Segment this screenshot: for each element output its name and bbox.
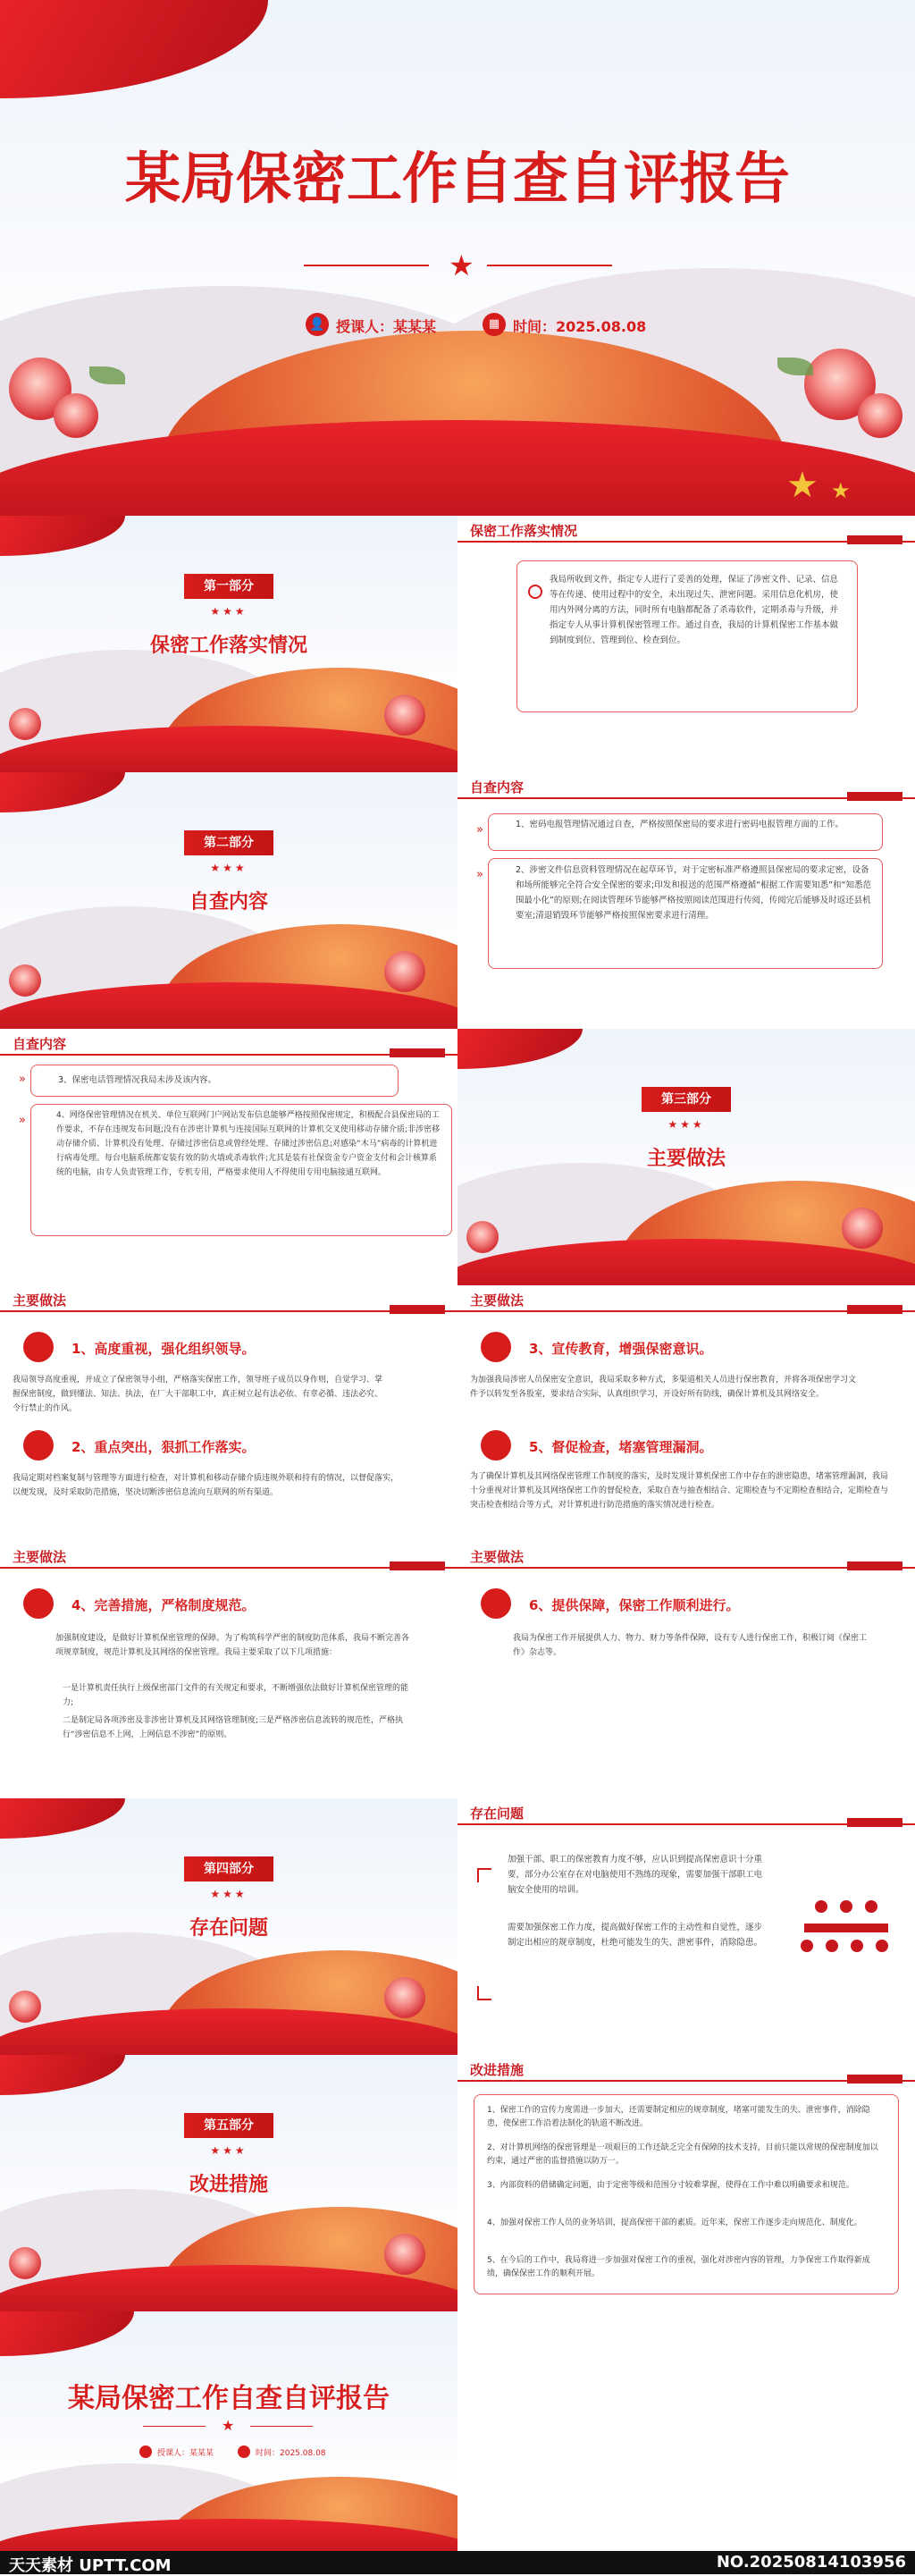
content-slide-zuofa-1a xyxy=(0,1285,458,1542)
item-title: 4、完善措施，严格制度规范。 xyxy=(71,1597,256,1613)
section-slide-5 xyxy=(0,2055,458,2311)
pin-icon xyxy=(528,585,542,599)
leader-icon xyxy=(23,1588,54,1619)
corner-bracket xyxy=(477,1868,491,1882)
section-title: 改进措施 xyxy=(189,2174,268,2196)
section-badge: 第一部分 xyxy=(184,574,273,599)
item-title: 1、高度重视，强化组织领导。 xyxy=(71,1341,256,1357)
title-divider xyxy=(304,265,429,266)
item-title: 2、重点突出，狠抓工作落实。 xyxy=(71,1439,256,1455)
item-text: 加强制度建设，是做好计算机保密管理的保障。为了构筑科学严密的制度防范体系，我局不断完善各项规章制度，规范计算机及其网络的保密管理。我局主要采取了以下几项措施： xyxy=(55,1634,410,1657)
content-box xyxy=(476,858,883,969)
section-stars: ★★★ xyxy=(210,1888,248,1900)
bullet-text: 加强干部、职工的保密教育力度不够，应认识到提高保密意识十分重要，部分办公室存在对电脑使用不熟练的现象，需要加强干部职工电脑安全使用的培训。 xyxy=(508,1855,763,1895)
calendar-icon: ▦ xyxy=(483,313,506,336)
slide-header: 主要做法 xyxy=(470,1292,525,1309)
section-title: 主要做法 xyxy=(646,1148,726,1170)
content-box xyxy=(19,1065,399,1097)
section-title: 自查内容 xyxy=(189,891,268,913)
slide-header: 存在问题 xyxy=(470,1806,525,1822)
content-slide-zuofa-2b xyxy=(458,1542,915,1798)
content-slide-gaijin xyxy=(458,2055,915,2311)
item-text: 为了确保计算机及其网络保密管理工作制度的落实，及时发现计算机保密工作中存在的泄密隐患，堵塞管理漏洞，我局十分重视对计算机及其网络保密工作的督促检查，采取自查与抽查相结合、定期检查与不定期检查相结合，定期检查与突击检查相结合等方式，对计算机进行防范措施的落实情况进行检查。 xyxy=(470,1472,889,1510)
item-text: 4、网络保密管理情况在机关、单位互联网门户网站发布信息能够严格按照保密规定，积极配合县保密局的工作要求，不存在违规发布问题;没有在涉密计算机与连接国际互联网的计算机交叉使用移动存储介质;非涉密移动存储介质、计算机没有处理、存储过涉密信息或曾经处理、存储过涉密信息;对感染“木马”病毒的计算机进行病毒处理。每台电脑系统都安装有效的防火墙或杀毒软件;尤其是装有社保资金专户资金支付和会计核算系统的电脑，由专人负责管理工作，专机专用，严格要求使用人不得使用专用电脑接通互联网。 xyxy=(56,1111,441,1177)
list-item: 5、在今后的工作中，我局将进一步加强对保密工作的重视，强化对涉密内容的管理，力争保密工作取得新成绩，确保保密工作的顺利开展。 xyxy=(487,2256,870,2278)
end-title: 某局保密工作自查自评报告 xyxy=(68,2383,390,2414)
leader-icon xyxy=(481,1588,511,1619)
item-text: 为加强我局涉密人员保密安全意识，我局采取多种方式，多渠道相关人员进行保密教育，并将各项保密学习文件予以转发至各股室，要求结合实际，认真组织学习，开设好所有防线，确保计算机及其网络安全。 xyxy=(470,1376,857,1399)
content-box xyxy=(476,813,883,851)
list-item: 3、内部资料的借储确定问题，由于定密等级和范围分寸较难掌握，使得在工作中难以明确要求和规范。 xyxy=(487,2181,854,2190)
section-stars: ★★★ xyxy=(210,2144,248,2157)
arrow-icon: » xyxy=(476,823,483,837)
section-title: 保密工作落实情况 xyxy=(149,635,307,657)
time-label: 时间：2025.08.08 xyxy=(256,2449,326,2458)
section-slide-1 xyxy=(0,516,458,772)
item-text: 我局定期对档案复制与管理等方面进行检查，对计算机和移动存储介质违规外联和持有的情况，以督促落实，以便发现，及时采取防范措施，坚决切断涉密信息流向互联网的所有渠道。 xyxy=(13,1474,399,1497)
cover-slide: ★ ★ 某局保密工作自查自评报告 ★ 👤 授课人：某某某 ▦ 时间：2025.08.08 xyxy=(0,0,915,516)
content-box xyxy=(474,2094,899,2294)
item-text: 我局领导高度重视，并成立了保密领导小组，严格落实保密工作，领导班子成员以身作则，自觉学习、掌握保密制度，做到懂法、知法、执法，在厂大干部职工中，真正树立起有法必依、有章必循、违法必究、令行禁止的作风。 xyxy=(13,1376,383,1413)
arrow-icon: » xyxy=(19,1073,26,1086)
lecturer-icon xyxy=(139,2446,152,2458)
item-title: 6、提供保障，保密工作顺利进行。 xyxy=(529,1597,740,1613)
list-item: 4、加强对保密工作人员的业务培训，提高保密干部的素质。近年来，保密工作逐步走向规范化、制度化。 xyxy=(487,2218,862,2227)
lecturer-label: 授课人：某某某 xyxy=(157,2449,214,2458)
arrow-icon: » xyxy=(476,868,483,881)
list-item: 1、保密工作的宣传力度需进一步加大，还需要制定相应的规章制度，堵塞可能发生的失、泄密事件，消除隐患，使保密工作沿着法制化的轨道不断改进。 xyxy=(487,2106,870,2128)
slide-header: 主要做法 xyxy=(470,1549,525,1565)
item-text: 1、密码电报管理情况通过自查，严格按照保密局的要求进行密码电报管理方面的工作。 xyxy=(516,820,844,829)
section-stars: ★★★ xyxy=(667,1118,705,1131)
section-badge: 第二部分 xyxy=(184,830,273,855)
watermark-bar xyxy=(0,2551,915,2574)
slide-header: 主要做法 xyxy=(13,1292,67,1309)
content-slide-wenti xyxy=(458,1798,915,2055)
item-title: 3、宣传教育，增强保密意识。 xyxy=(529,1341,713,1357)
corner-bracket xyxy=(477,1986,491,2000)
section-stars: ★★★ xyxy=(210,605,248,618)
slide-header: 自查内容 xyxy=(470,779,525,796)
bullet-text: 需要加强保密工作力度，提高做好保密工作的主动性和自觉性，逐步制定出相应的规章制度，杜绝可能发生的失、泄密事件，消除隐患。 xyxy=(508,1923,763,1948)
content-slide-luoshi xyxy=(458,516,915,772)
section-slide-3 xyxy=(458,1029,915,1285)
slide-header: 主要做法 xyxy=(13,1549,67,1565)
section-badge: 第五部分 xyxy=(184,2113,273,2138)
watermark-left: 天天素材 UPTT.COM xyxy=(9,2556,172,2575)
title-divider-star: ★ xyxy=(449,248,474,282)
section-title: 存在问题 xyxy=(189,1917,268,1940)
section-badge: 第三部分 xyxy=(642,1087,731,1112)
content-slide-zicha-2 xyxy=(0,1029,458,1285)
content-slide-zicha-1 xyxy=(458,772,915,1029)
watermark-right: NO.20250814103956 xyxy=(716,2553,906,2572)
cover-title: 某局保密工作自查自评报告 xyxy=(124,146,790,211)
content-slide-zuofa-2a xyxy=(0,1542,458,1798)
item-bullet: 一是计算机责任执行上级保密部门文件的有关规定和要求，不断增强依法做好计算机保密管理的能力; xyxy=(63,1684,409,1707)
slide-header: 自查内容 xyxy=(13,1036,67,1052)
item-text: 2、涉密文件信息资料管理情况在起草环节，对于定密标准严格遵照县保密局的要求定密，设备和场所能够完全符合安全保密的要求;印发和报送的范围严格遵循“根据工作需要知悉”和“知悉范围最小化”的原则;在阅读管理环节能够严格按照阅读范围进行传阅，传阅完后能够及时返还县机要室;清退销毁环节能够严格按照保密要求进行清理。 xyxy=(516,865,871,921)
time-label: 时间：2025.08.08 xyxy=(513,318,647,335)
item-text: 3、保密电话管理情况我局未涉及该内容。 xyxy=(58,1075,217,1085)
content-box xyxy=(19,1104,452,1236)
lecturer-icon: 👤 xyxy=(306,313,329,336)
leader-icon xyxy=(23,1430,54,1461)
slide-header: 改进措施 xyxy=(470,2062,525,2078)
lecturer-label: 授课人：某某某 xyxy=(336,318,437,335)
section-slide-2 xyxy=(0,772,458,1029)
item-text: 我局为保密工作开展提供人力、物力、财力等条件保障，设有专人进行保密工作，积极订阅《保密工作》杂志等。 xyxy=(513,1634,868,1657)
arrow-icon: » xyxy=(19,1114,26,1127)
leader-icon xyxy=(481,1430,511,1461)
gold-star-decoration: ★ xyxy=(786,465,818,506)
list-item: 2、对计算机网络的保密管理是一项艰巨的工作还缺乏完全有保障的技术支持，目前只能以常规的保密制度加以约束，通过严密的监督措施以防万一。 xyxy=(487,2143,878,2166)
content-text: 我局所收到文件，指定专人进行了妥善的处理，保证了涉密文件、记录、信息等在传递、使用过程中的安全，未出现过失、泄密问题。采用信息化机房，使用内外网分离的方法，同时所有电脑都配备了杀毒软件，定期杀毒与升级，并指定专人从事计算机保密管理工作。通过自查，我局的计算机保密工作基本做到制度到位、管理到位、检查到位。 xyxy=(550,575,839,645)
item-bullet: 二是制定局各项涉密及非涉密计算机及其网络管理制度;三是严格涉密信息流转的规范性，严格执行“涉密信息不上网，上网信息不涉密”的原则。 xyxy=(63,1716,404,1739)
leader-icon xyxy=(481,1332,511,1362)
slide-header: 保密工作落实情况 xyxy=(470,523,578,539)
end-slide: 某局保密工作自查自评报告 ★ 授课人：某某某 时间：2025.08.08 xyxy=(0,2311,458,2551)
leader-icon xyxy=(23,1332,54,1362)
item-title: 5、督促检查，堵塞管理漏洞。 xyxy=(529,1439,713,1455)
meeting-icon xyxy=(797,1897,895,1968)
section-stars: ★★★ xyxy=(210,862,248,874)
section-badge: 第四部分 xyxy=(184,1856,273,1881)
calendar-icon xyxy=(238,2446,250,2458)
content-slide-zuofa-1b xyxy=(458,1285,915,1542)
section-slide-4 xyxy=(0,1798,458,2055)
content-box xyxy=(516,560,858,712)
